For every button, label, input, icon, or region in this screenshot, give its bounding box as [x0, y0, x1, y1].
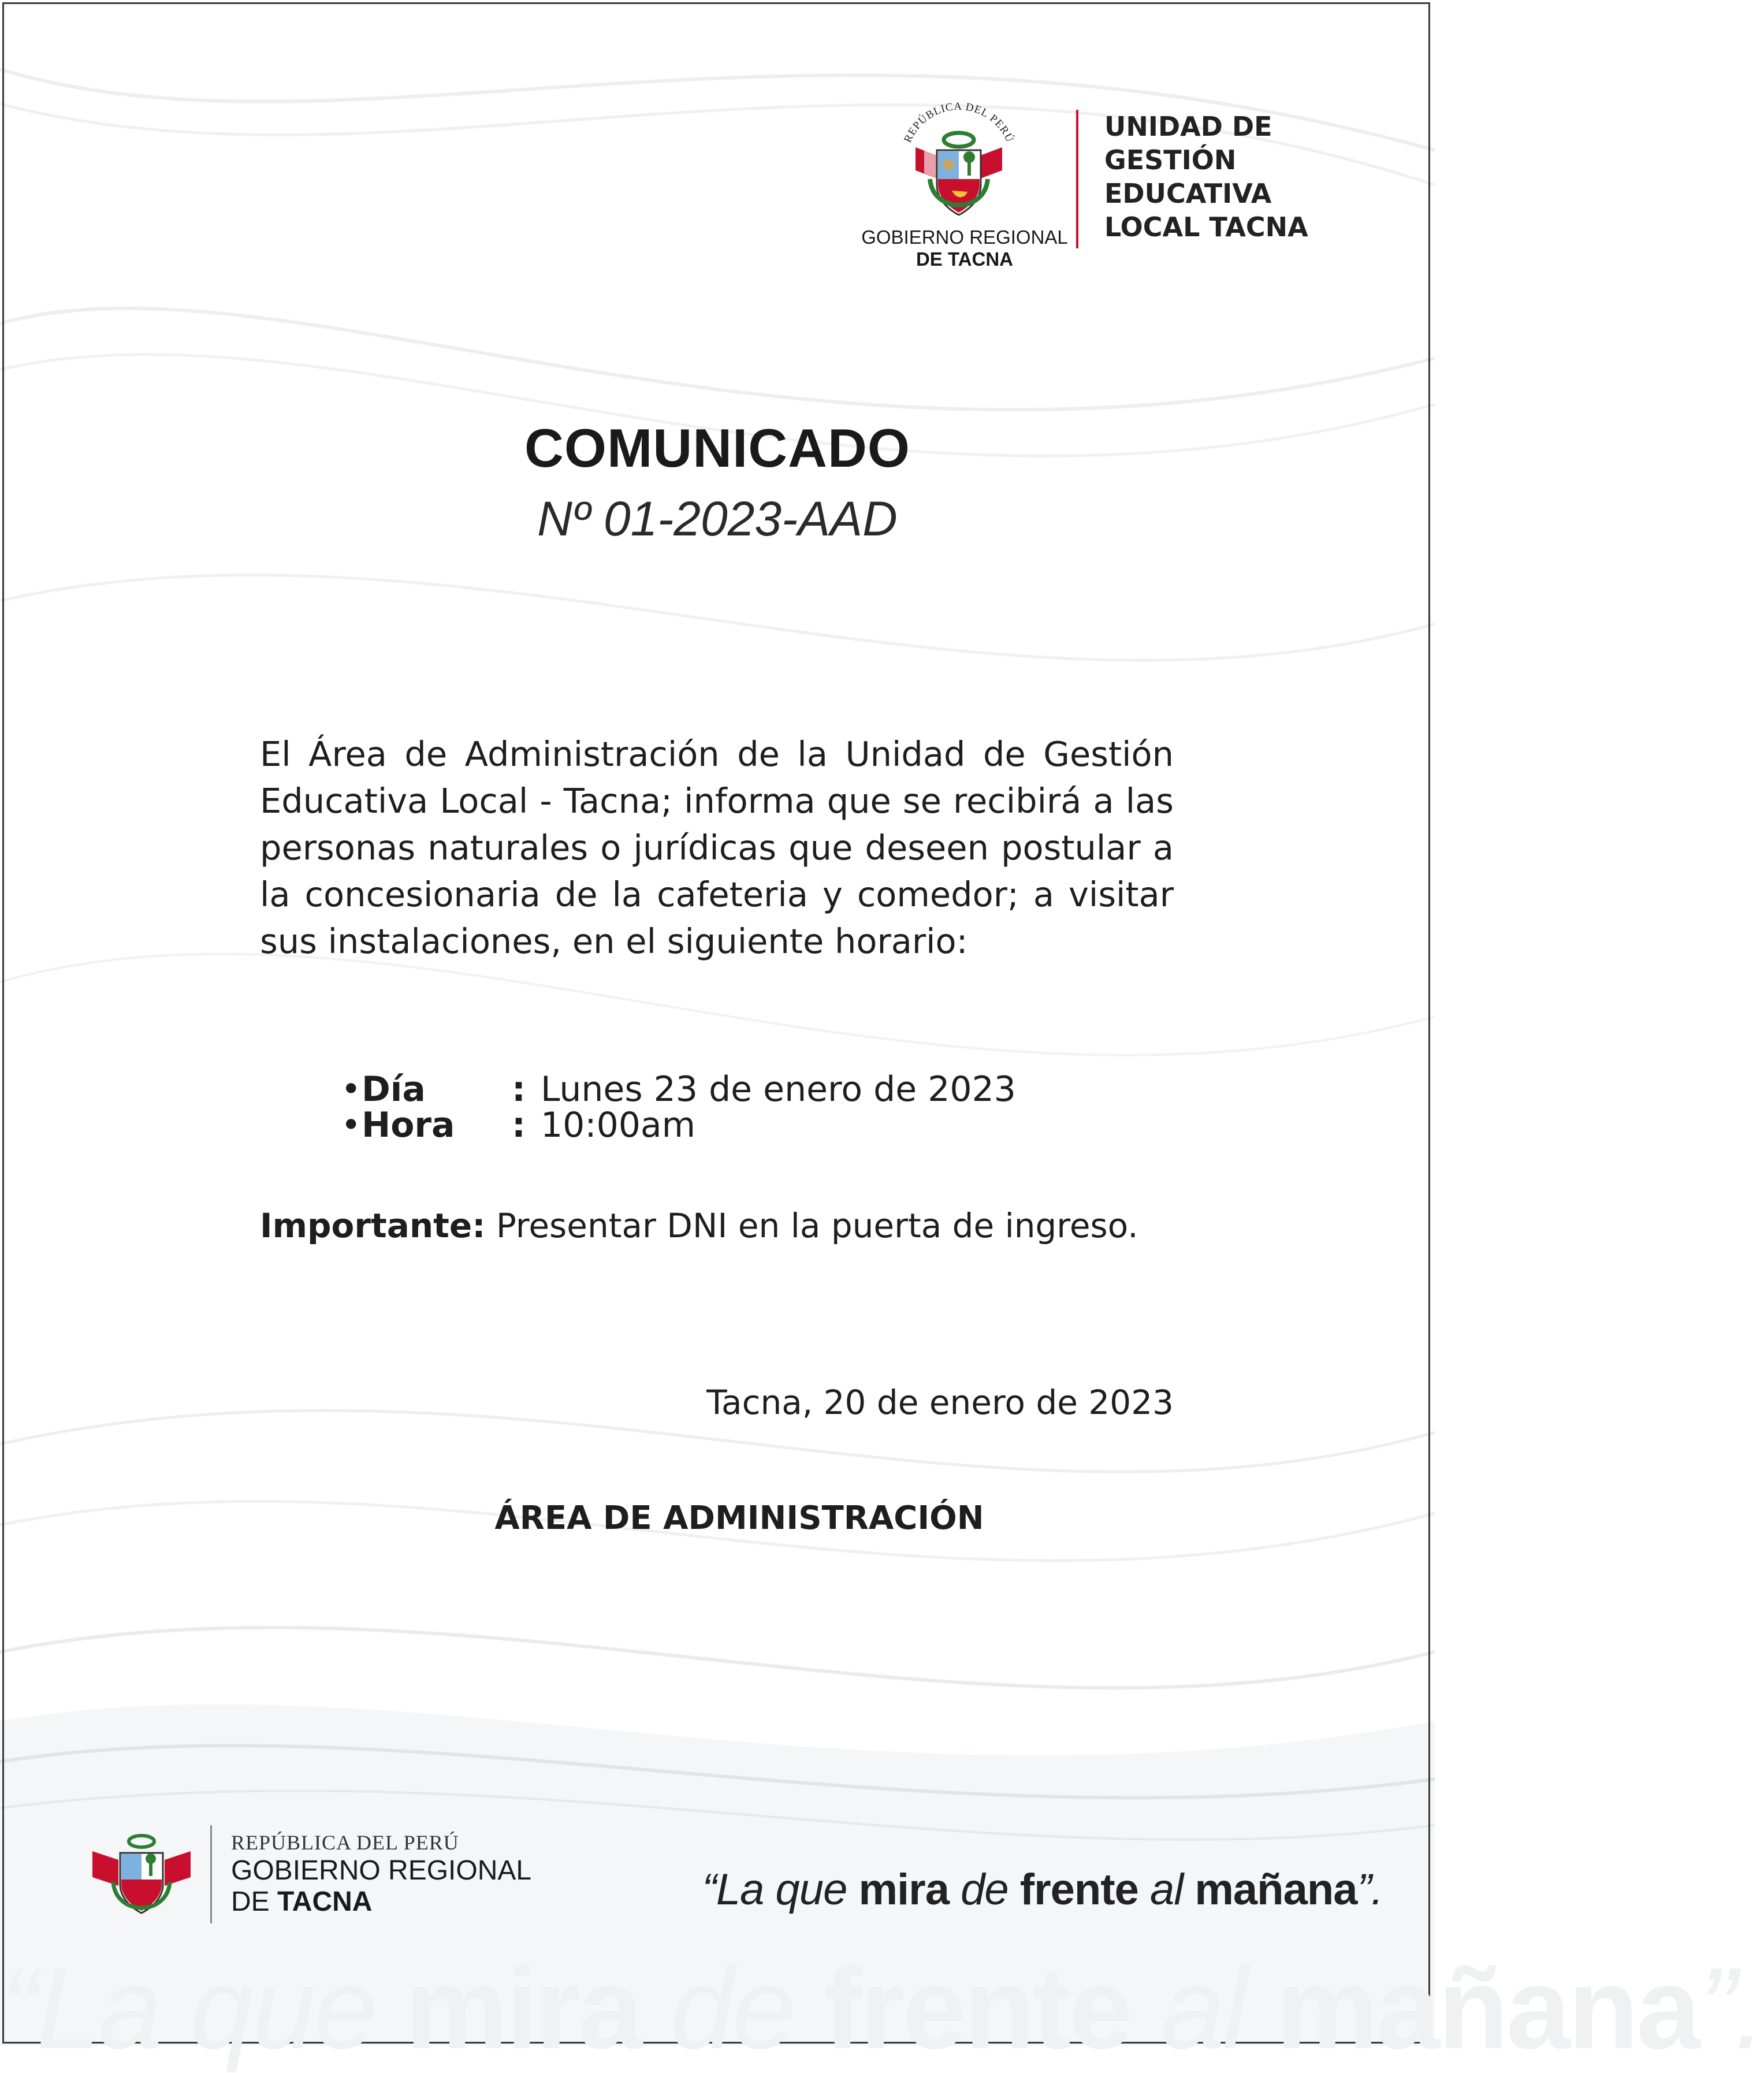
peru-coat-of-arms-icon [884, 92, 1034, 231]
svg-text:REPÚBLICA DEL PERÚ: REPÚBLICA DEL PERÚ [902, 100, 1016, 145]
footer-slogan: “La que mira de frente al mañana”. [702, 1865, 1383, 1914]
colon: : [512, 1069, 526, 1110]
signature-area: ÁREA DE ADMINISTRACIÓN [494, 1499, 984, 1537]
header-separator [1076, 110, 1078, 248]
schedule-value: Lunes 23 de enero de 2023 [541, 1069, 1016, 1110]
footer-line1: REPÚBLICA DEL PERÚ [231, 1831, 459, 1854]
footer-gov-name [231, 1830, 531, 1918]
important-note [260, 1206, 1242, 1245]
footer-separator [210, 1825, 212, 1923]
colon: : [512, 1105, 526, 1145]
footer-slogan-watermark: “La que mira de frente al mañana”. [0, 1944, 1764, 2073]
schedule-time-row [341, 1105, 696, 1145]
document-number: Nº 01-2023-AAD [537, 492, 898, 546]
ugel-line: LOCAL TACNA [1104, 211, 1308, 243]
ugel-line: GESTIÓN [1104, 144, 1237, 176]
header-ugel-name [1104, 110, 1335, 244]
bullet-icon: • [341, 1105, 362, 1145]
header-gov-name [861, 226, 1069, 270]
important-text: Presentar DNI en la puerta de ingreso. [496, 1206, 1138, 1245]
ugel-line: UNIDAD DE [1104, 111, 1272, 142]
ugel-line: EDUCATIVA [1104, 178, 1272, 209]
header-gov-line1: GOBIERNO REGIONAL [861, 226, 1068, 248]
footer-line3: DE TACNA [231, 1886, 373, 1917]
document-date: Tacna, 20 de enero de 2023 [706, 1383, 1174, 1422]
body-paragraph: El Área de Administración de la Unidad de Gestión Educativa Local - Tacna; informa que se recibirá a las personas naturales o jurídicas que deseen postular a la concesionaria de la cafeteria y comedor; a visitar sus instalaciones, en el siguiente horario: [260, 734, 1174, 961]
bullet-icon: • [341, 1069, 362, 1110]
schedule-day-row [341, 1069, 1016, 1110]
document-title: COMUNICADO [524, 418, 910, 478]
schedule-label: Hora [362, 1105, 455, 1145]
schedule-label: Día [362, 1069, 426, 1110]
schedule-value: 10:00am [541, 1105, 696, 1145]
important-label: Importante: [260, 1206, 486, 1245]
footer-line2: GOBIERNO REGIONAL [231, 1855, 532, 1886]
footer-coat-of-arms-icon [87, 1819, 196, 1923]
header-gov-line2: DE TACNA [916, 248, 1014, 270]
